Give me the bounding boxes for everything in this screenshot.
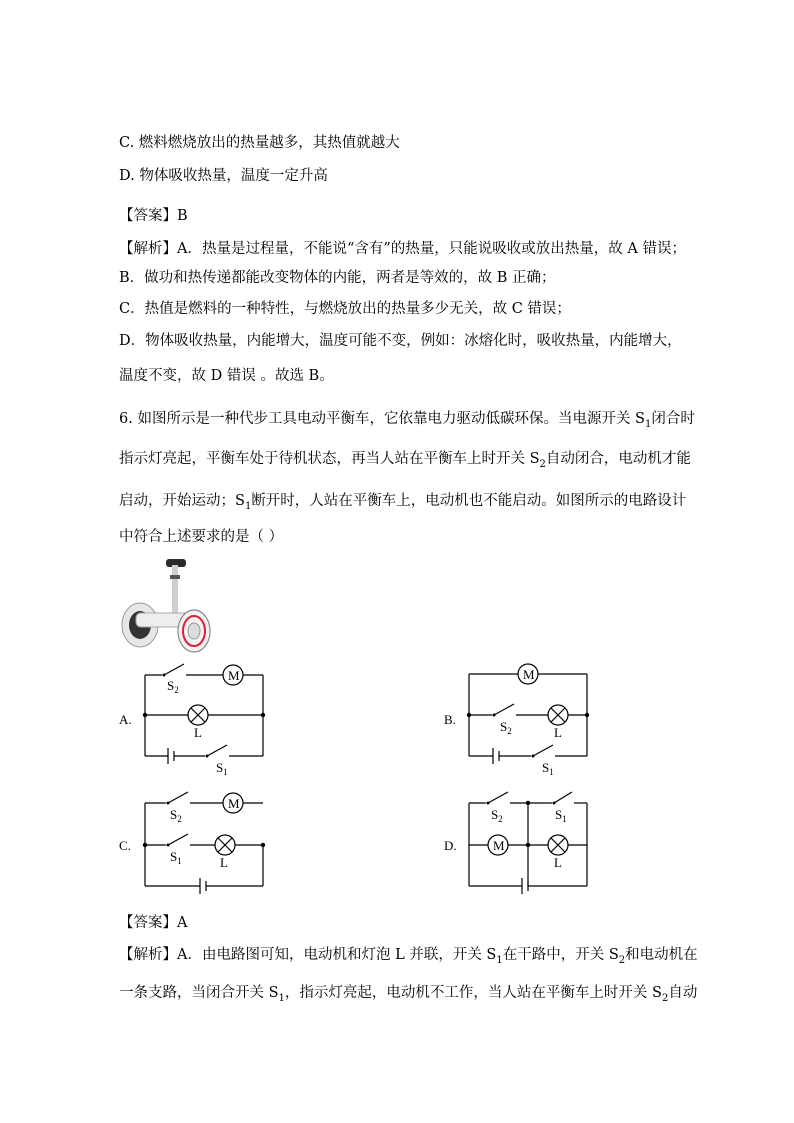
analysis-tag: 【解析】 [119,947,177,963]
answer-tag: 【答案】 [119,915,177,931]
option-d: D. 物体吸收热量，温度一定升高 [119,168,328,184]
switch-s1-a: $S_1$ [216,760,228,777]
switch-s2-a: $S_2$ [167,678,179,695]
switch-s2-c: $S_2$ [170,807,182,824]
q6-number: 6. [119,411,133,427]
circuit-d-label: D. [444,838,457,853]
lamp-a: L [194,725,202,740]
lamp-c: L [220,855,228,870]
switch-s1-c: $S_1$ [170,849,182,866]
switch-s2-b: $S_2$ [500,719,512,736]
switch-s2-d: $S_2$ [491,807,503,824]
q5-analysis-d2: 温度不变，故 D 错误 。故选 B。 [119,368,334,384]
motor-d: M [493,838,505,853]
analysis-tag: 【解析】 [119,241,177,257]
circuit-c-label: C. [119,838,131,853]
option-c: C. 燃料燃烧放出的热量越多，其热值就越大 [119,135,400,151]
q6-line-4: 中符合上述要求的是（ ） [119,529,284,545]
q6-line-3: 启动，开始运动；$S_1$断开时，人站在平衡车上，电动机也不能启动。如图所示的电路设计 [119,493,687,512]
answer-value: B [177,208,188,224]
q6-analysis-line-1: 【解析】A．由电路图可知，电动机和灯泡 L 并联，开关 $S_1$在干路中，开关 $S_2$和电动机在 [119,947,698,966]
motor-c: M [228,796,240,811]
q6-line-1: 6. 如图所示是一种代步工具电动平衡车，它依靠电力驱动低碳环保。当电源开关 $S_1$闭合时 [119,411,695,430]
q5-analysis-c: C．热值是燃料的一种特性，与燃烧放出的热量多少无关，故 C 错误； [119,301,571,317]
q5-analysis-b: B．做功和热传递都能改变物体的内能，两者是等效的，故 B 正确； [119,270,556,286]
q6-analysis-line-2: 一条支路，当闭合开关 $S_1$，指示灯亮起，电动机不工作，当人站在平衡车上时开关 $S_2$自动 [119,985,698,1004]
answer-value: A [177,915,188,931]
q6-answer [119,913,187,933]
lamp-d: L [554,855,562,870]
q5-analysis-d1: D．物体吸收热量，内能增大，温度可能不变，例如：冰熔化时，吸收热量，内能增大， [119,333,682,349]
switch-s1-d: $S_1$ [555,807,567,824]
motor-b: M [523,667,535,682]
circuit-b-label: B. [444,712,456,727]
switch-s1-b: $S_1$ [542,760,554,777]
answer-tag: 【答案】 [119,208,177,224]
motor-a: M [228,668,240,683]
q5-analysis-a: 【解析】A．热量是过程量，不能说“含有”的热量，只能说吸收或放出热量，故 A 错误； [119,241,686,257]
circuit-a-label: A. [119,712,132,727]
lamp-b: L [554,725,562,740]
q6-line-2: 指示灯亮起，平衡车处于待机状态，再当人站在平衡车上时开关 $S_2$自动闭合，电动机才能 [119,451,691,470]
